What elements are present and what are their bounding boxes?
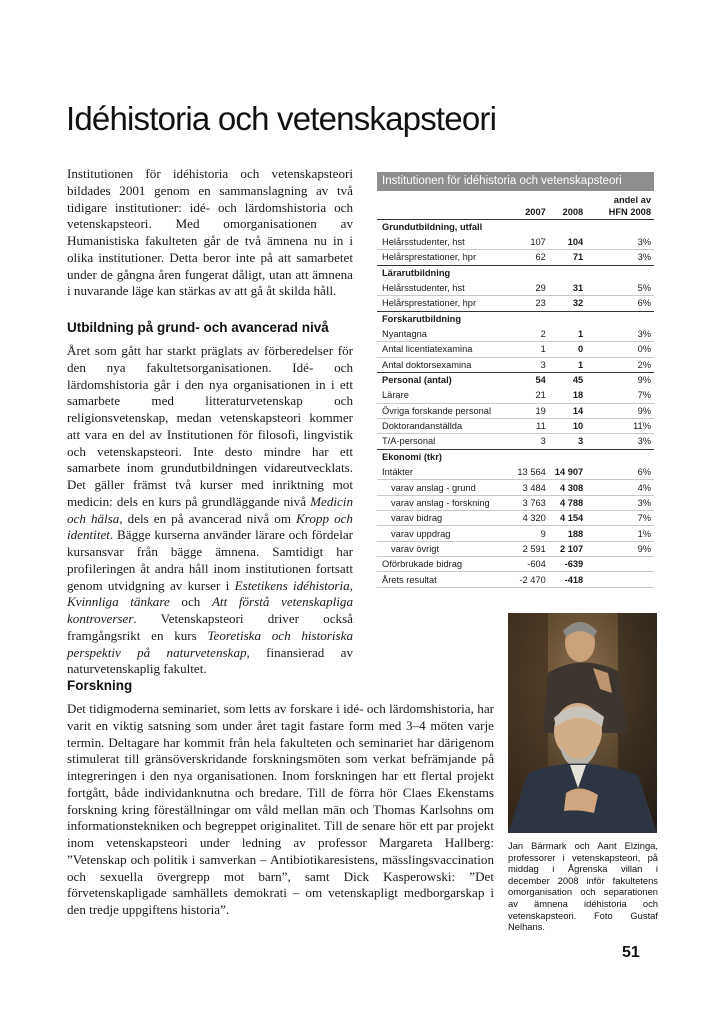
table-row xyxy=(377,326,654,341)
table-row-label: Helårsstudenter, hst xyxy=(382,236,465,247)
table-cell-2007 xyxy=(510,449,547,464)
table-cell-2007: 9 xyxy=(510,526,547,541)
table-row xyxy=(377,495,654,510)
table-cell-2008: 10 xyxy=(548,418,585,433)
left-column xyxy=(67,166,353,678)
table-cell-2008: 1 xyxy=(548,357,585,372)
table-row-label: Övriga forskande personal xyxy=(377,403,510,418)
table-cell-2007 xyxy=(510,219,547,234)
table-row-label: Oförbrukade bidrag xyxy=(377,557,510,572)
education-text-part: och xyxy=(169,594,212,610)
education-heading: Utbildning på grund- och avancerad nivå xyxy=(67,320,329,335)
table-cell-share: 7% xyxy=(637,390,651,401)
table-row xyxy=(377,434,654,449)
table-cell-share: 3% xyxy=(585,250,654,265)
table-cell-share: 6% xyxy=(585,296,654,311)
table-cell-2008: 1 xyxy=(578,328,584,339)
portrait-illustration xyxy=(508,613,657,833)
education-text-part: , finansierad av naturvetenskaplig fakultet. xyxy=(67,644,353,677)
table-row xyxy=(377,465,654,480)
table-cell-2008: 14 xyxy=(548,403,585,418)
table-cell-2007: 19 xyxy=(510,403,547,418)
table-row-label: Helårsprestationer, hpr xyxy=(377,296,510,311)
table-cell-2007: 107 xyxy=(530,236,546,247)
table-row-label: Doktorandanställda xyxy=(377,418,510,433)
table-cell-2008: 18 xyxy=(572,390,584,401)
research-text: Det tidigmoderna seminariet, som letts av forskare i idé- och lärdomshistoria, har varit en viktig satsning som under året tagit fastare form med 3–4 möten varje termin. Deltagare har kommit från hela fakulteten och seminariet har därigenom stimulerat till gränsöverskridande forskningsmöten som verkat befrämjande på integreringen i den nya organisationen. Inom forskningen har ett flertal projekt fortgått, både individanknutna och bredare. Till de förra hör Claes Ekenstams forskning kring föreställningar om våld mellan män och Thomas Karlsohns om informationstekniken och begreppet originalitet. Till de senare hör ett par projekt inom vetenskapsteori under ledning av professor Margareta Hallberg: ”Vetenskap och politik i samverkan – Antibiotikaresistens, mässlingsvaccination och sexuella övergrepp mot barn”, samt Dick Kasperowski: ”Det förvetenskapligade samhällets demokrati – om vetenskapligt medborgarskap i den tredje uppgiftens historia”. xyxy=(67,701,494,917)
table-cell-share: 3% xyxy=(585,434,654,449)
table-row xyxy=(377,557,654,572)
table-cell-2008: 104 xyxy=(567,236,584,247)
table-cell-2008: -639 xyxy=(548,557,585,572)
table-cell-2007: 1 xyxy=(510,342,547,357)
table-cell-2007: 21 xyxy=(535,390,546,401)
table-header-2008: 2008 xyxy=(562,206,584,217)
table-cell-share: 2% xyxy=(585,357,654,372)
table-row-label: Intäkter xyxy=(382,466,414,477)
table-row-label: varav övrigt xyxy=(377,541,510,556)
table-cell-2007 xyxy=(510,311,547,326)
table-cell-2007 xyxy=(510,265,547,280)
table-cell-2007: 2 591 xyxy=(510,541,547,556)
page-number: 51 xyxy=(622,944,640,961)
table-cell-share xyxy=(585,265,654,280)
table-row-label: varav anslag - grund xyxy=(377,480,510,495)
table-cell-2008: 0 xyxy=(548,342,585,357)
portrait-photo xyxy=(508,613,657,833)
table-cell-share: 0% xyxy=(585,342,654,357)
table-cell-2008 xyxy=(548,311,585,326)
table-row xyxy=(377,280,654,295)
table-row-label: Antal licentiatexamina xyxy=(377,342,510,357)
table-cell-2008: 71 xyxy=(548,250,585,265)
table-header-2007: 2007 xyxy=(525,206,546,217)
table-row-label: Helårsstudenter, hst xyxy=(382,282,465,293)
table-section-row xyxy=(377,372,654,387)
intro-text: Institutionen för idéhistoria och vetenskapsteori bildades 2001 genom en sammanslagning av två tidigare institutioner: idé- och lärdomshistoria och vetenskapsteori. Med omorganisationen av Humanistiska fakulteten går de två ämnena nu in i olika institutioner. Detta beror inte på att samarbetet under de gångna åren fungerat dåligt, utan att ämnena i nuvarande läge kan stärkas av att gå åt skilda håll. xyxy=(67,166,353,299)
table-cell-2007: 23 xyxy=(510,296,547,311)
table-row xyxy=(377,357,654,372)
statistics-table xyxy=(377,191,654,588)
table-header-empty xyxy=(377,191,510,205)
table-cell-share: 7% xyxy=(585,511,654,526)
table-cell-2008: 32 xyxy=(548,296,585,311)
table-cell-2007: 13 564 xyxy=(517,466,546,477)
table-row-label: Antal doktorsexamina xyxy=(377,357,510,372)
table-cell-share xyxy=(585,557,654,572)
table-cell-share: 4% xyxy=(585,480,654,495)
table-cell-share: 3% xyxy=(637,236,651,247)
page-title: Idéhistoria och vetenskapsteori xyxy=(66,100,497,137)
research-heading: Forskning xyxy=(67,678,133,693)
table-cell-2008: 45 xyxy=(548,372,585,387)
table-cell-share xyxy=(585,449,654,464)
table-cell-2007: 11 xyxy=(510,418,547,433)
table-section-label: Forskarutbildning xyxy=(377,311,510,326)
table-cell-2007: 29 xyxy=(535,282,546,293)
table-cell-2008: 4 788 xyxy=(548,495,585,510)
table-cell-share: 3% xyxy=(585,495,654,510)
table-section-row xyxy=(377,449,654,464)
research-paragraph xyxy=(67,701,494,919)
table-row-label: Lärare xyxy=(382,390,409,401)
table-cell-2008: 188 xyxy=(548,526,585,541)
table-cell-2007: 3 763 xyxy=(510,495,547,510)
table-section-label: Ekonomi (tkr) xyxy=(377,449,510,464)
table-row xyxy=(377,418,654,433)
table-row xyxy=(377,296,654,311)
education-paragraph xyxy=(67,343,353,678)
course-title: Att förstå vetenskapliga kontroverser xyxy=(67,594,354,626)
education-text-part: Året som gått har starkt präglats av förberedelser för den nya fakultetsorganisationen. Idé- och lärdomshistoria går i den nya organisationen in i ett samarbete med litteraturvetenskap och religionsvetenskap, medan vetenskapsteori kommer att vara en del av Institutionen för filosofi, lingvistik och vetenskapsteori. Inte desto mindre har ett samarbete inom grundutbildningen vidareutvecklats. Det gäller främst två kurser med inriktning mot medicin: dels en kurs på grundläggande nivå xyxy=(67,343,353,509)
table-cell-share: 6% xyxy=(637,466,651,477)
table-cell-2008 xyxy=(548,219,585,234)
table-cell-share: 9% xyxy=(585,372,654,387)
table-cell-2008 xyxy=(548,449,585,464)
table-section-label: Lärarutbildning xyxy=(377,265,510,280)
table-title: Institutionen för idéhistoria och vetenskapsteori xyxy=(377,172,654,191)
course-title: Kropp och identitet xyxy=(67,510,353,543)
table-header-empty xyxy=(377,205,510,219)
table-cell-share: 5% xyxy=(637,282,651,293)
table-row xyxy=(377,480,654,495)
table-header-empty xyxy=(510,191,547,205)
table-cell-2008: -418 xyxy=(548,572,585,587)
table-cell-share: 1% xyxy=(585,526,654,541)
course-title: Teoretiska och historiska perspektiv på naturvetenskap xyxy=(67,627,353,660)
course-title: Kvinnliga tänkare xyxy=(67,594,170,610)
table-cell-2008: 2 107 xyxy=(548,541,585,556)
table-row xyxy=(377,572,654,587)
table-cell-2007: 3 xyxy=(510,434,547,449)
course-title: Estetikens idéhistoria xyxy=(234,577,350,593)
table-header-share-2: HFN 2008 xyxy=(608,206,651,217)
table-section-label: Personal (antal) xyxy=(377,372,510,387)
table-cell-2008: 4 154 xyxy=(548,511,585,526)
table-row xyxy=(377,511,654,526)
table-section-row xyxy=(377,311,654,326)
table-cell-2007: 62 xyxy=(510,250,547,265)
table-row xyxy=(377,526,654,541)
table-cell-share xyxy=(585,311,654,326)
photo-caption: Jan Bärmark och Aant Elzinga, professorer i vetenskapsteori, på middag i Ågrenska villan i december 2008 inför fakultetens omorganisation och separationen av ämnena idéhistoria och vetenskapsteori. Foto Gustaf Nelhans. xyxy=(508,840,658,933)
table-cell-2008: 31 xyxy=(572,282,584,293)
table-row-label: Nyantagna xyxy=(382,328,427,339)
table-row xyxy=(377,342,654,357)
table-cell-share: 11% xyxy=(585,418,654,433)
education-text xyxy=(67,343,353,678)
table-cell-2007: 2 xyxy=(540,328,546,339)
statistics-table-box xyxy=(377,172,654,588)
table-row xyxy=(377,250,654,265)
table-row xyxy=(377,234,654,249)
table-cell-share: 9% xyxy=(585,541,654,556)
table-cell-share: 9% xyxy=(585,403,654,418)
intro-paragraph xyxy=(67,166,353,300)
table-section-row xyxy=(377,219,654,234)
table-cell-2008: 14 907 xyxy=(554,466,584,477)
table-row-label: Helårsprestationer, hpr xyxy=(377,250,510,265)
table-body xyxy=(377,219,654,587)
table-cell-2007: -2 470 xyxy=(510,572,547,587)
table-cell-share: 3% xyxy=(637,328,651,339)
table-cell-share xyxy=(585,572,654,587)
table-row xyxy=(377,388,654,403)
education-text-part: , xyxy=(349,577,353,593)
research-section xyxy=(67,678,494,919)
table-cell-2007: -604 xyxy=(510,557,547,572)
course-title: Medicin och hälsa xyxy=(67,493,353,526)
table-header-empty xyxy=(548,191,585,205)
table-cell-2008: 4 308 xyxy=(548,480,585,495)
table-row-label: Årets resultat xyxy=(377,572,510,587)
table-section-label: Grundutbildning, utfall xyxy=(377,219,510,234)
education-text-part: . Bägge kurserna använder lärare och fördelar kursansvar från bägge ämnena. Samtidigt har profileringen åt andra håll inom institutionen fortsatt genom utvidgning av kurser i xyxy=(67,527,353,593)
table-row xyxy=(377,541,654,556)
education-text-part: . Vetenskapsteori driver också framgångsrikt en kurs xyxy=(67,611,353,643)
table-section-row xyxy=(377,265,654,280)
table-row-label: varav anslag - forskning xyxy=(377,495,510,510)
education-text-part: , dels en på avancerad nivå om xyxy=(119,510,297,526)
table-cell-share xyxy=(585,219,654,234)
table-cell-2008 xyxy=(548,265,585,280)
table-cell-2008: 3 xyxy=(548,434,585,449)
table-cell-2007: 3 xyxy=(510,357,547,372)
table-row-label: T/A-personal xyxy=(377,434,510,449)
table-header-share-1: andel av xyxy=(613,195,651,205)
table-cell-2007: 54 xyxy=(510,372,547,387)
table-row xyxy=(377,403,654,418)
table-row-label: varav bidrag xyxy=(377,511,510,526)
table-row-label: varav uppdrag xyxy=(377,526,510,541)
table-cell-2007: 3 484 xyxy=(510,480,547,495)
table-cell-2007: 4 320 xyxy=(510,511,547,526)
